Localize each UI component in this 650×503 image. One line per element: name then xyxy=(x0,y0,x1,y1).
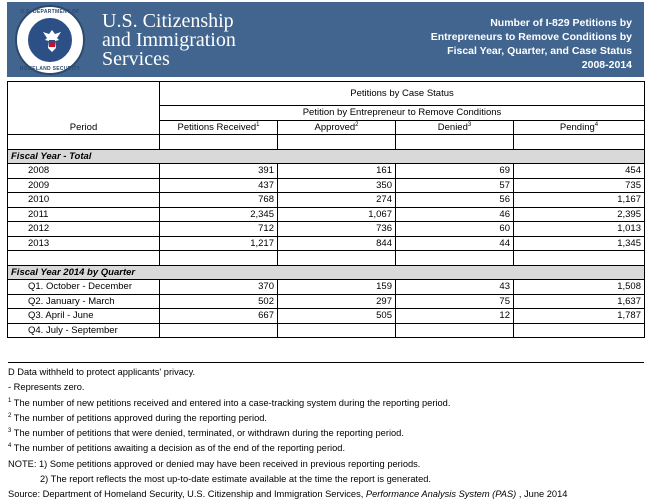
pending-cell: 1,787 xyxy=(514,309,645,324)
column-header-denied xyxy=(396,120,514,135)
period-header-spacer xyxy=(8,82,160,106)
report-header xyxy=(7,2,644,77)
period-header: Period xyxy=(8,120,160,135)
footnote-text: The number of petitions that were denied, terminated, or withdrawn during the reporting period. xyxy=(11,428,404,439)
table-row xyxy=(8,193,645,208)
pending-cell: 1,637 xyxy=(514,294,645,309)
received-cell xyxy=(160,323,278,338)
period-cell: 2011 xyxy=(8,207,160,222)
period-cell: 2012 xyxy=(8,222,160,237)
spacer-cell xyxy=(160,135,278,150)
denied-cell: 56 xyxy=(396,193,514,208)
header-row-columns xyxy=(8,120,645,135)
source-prefix: Source: Department of Homeland Security, U.S. Citizenship and Immigration Services, xyxy=(8,489,366,500)
received-cell: 768 xyxy=(160,193,278,208)
denied-cell: 43 xyxy=(396,280,514,295)
period-cell: Q4. July - September xyxy=(8,323,160,338)
report-title-line: Entrepreneurs to Remove Conditions by xyxy=(430,31,632,43)
received-cell: 370 xyxy=(160,280,278,295)
denied-cell: 44 xyxy=(396,236,514,251)
footnote-marker: 2 xyxy=(355,121,359,128)
spacer-cell xyxy=(8,135,160,150)
dhs-seal-icon xyxy=(15,5,85,75)
footnote-text: The number of new petitions received and entered into a case-tracking system during the reporting period. xyxy=(11,397,451,408)
received-cell: 502 xyxy=(160,294,278,309)
table-row xyxy=(8,222,645,237)
group-header: Petitions by Case Status xyxy=(160,82,645,106)
footnote-marker: 4 xyxy=(8,443,12,450)
seal-inner xyxy=(26,16,74,64)
footnote-4 xyxy=(8,441,644,456)
period-cell: 2010 xyxy=(8,193,160,208)
table-row xyxy=(8,280,645,295)
section-label: Fiscal Year - Total xyxy=(8,149,645,164)
table-row xyxy=(8,207,645,222)
pending-cell xyxy=(514,323,645,338)
column-header-approved xyxy=(278,120,396,135)
footnotes xyxy=(8,362,644,503)
subgroup-header: Petition by Entrepreneur to Remove Conditions xyxy=(160,106,645,121)
spacer-cell xyxy=(278,135,396,150)
denied-cell: 75 xyxy=(396,294,514,309)
denied-cell: 69 xyxy=(396,164,514,179)
table-row xyxy=(8,178,645,193)
section-row-quarter xyxy=(8,265,645,280)
pending-cell: 2,395 xyxy=(514,207,645,222)
report-title xyxy=(372,16,632,72)
approved-cell: 161 xyxy=(278,164,396,179)
period-cell: Q2. January - March xyxy=(8,294,160,309)
spacer-row xyxy=(8,135,645,150)
agency-line-2: and Immigration xyxy=(102,29,236,51)
note-2: 2) The report reflects the most up-to-date estimate available at the time the report is generated. xyxy=(40,474,432,485)
section-row-fiscal-year xyxy=(8,149,645,164)
agency-name xyxy=(102,12,236,69)
period-cell: 2009 xyxy=(8,178,160,193)
pending-cell: 1,013 xyxy=(514,222,645,237)
received-cell: 391 xyxy=(160,164,278,179)
spacer-cell xyxy=(8,251,160,266)
footnote-marker: 3 xyxy=(467,121,472,128)
seal-text-top: U.S. DEPARTMENT OF xyxy=(20,9,80,15)
approved-cell: 274 xyxy=(278,193,396,208)
spacer-cell xyxy=(396,251,514,266)
period-cell: 2008 xyxy=(8,164,160,179)
approved-cell: 736 xyxy=(278,222,396,237)
footnote-3 xyxy=(8,426,644,441)
header-row-group xyxy=(8,82,645,106)
period-cell: Q1. October - December xyxy=(8,280,160,295)
received-cell: 437 xyxy=(160,178,278,193)
footnote-marker: 3 xyxy=(8,428,12,435)
approved-cell xyxy=(278,323,396,338)
table-row xyxy=(8,294,645,309)
column-header-label: Petitions Received xyxy=(177,121,257,133)
seal-text-bottom: HOMELAND SECURITY xyxy=(19,66,81,72)
denied-cell: 12 xyxy=(396,309,514,324)
report-title-line: 2008-2014 xyxy=(581,59,632,71)
pending-cell: 1,167 xyxy=(514,193,645,208)
column-header-label: Approved xyxy=(314,121,356,133)
denied-cell xyxy=(396,323,514,338)
table-row xyxy=(8,309,645,324)
denied-cell: 46 xyxy=(396,207,514,222)
approved-cell: 350 xyxy=(278,178,396,193)
spacer-cell xyxy=(278,251,396,266)
footnote-text: The number of petitions awaiting a decision as of the end of the reporting period. xyxy=(11,443,346,454)
table-row xyxy=(8,164,645,179)
footnote-marker: 1 xyxy=(8,397,12,404)
source-date: , June 2014 xyxy=(516,489,568,500)
spacer-cell xyxy=(160,251,278,266)
approved-cell: 297 xyxy=(278,294,396,309)
agency-line-3: Services xyxy=(102,48,170,70)
note-zero: - Represents zero. xyxy=(8,382,85,393)
eagle-icon xyxy=(42,28,62,54)
header-row-subgroup xyxy=(8,106,645,121)
period-header-spacer xyxy=(8,106,160,121)
pending-cell: 1,508 xyxy=(514,280,645,295)
column-header-received xyxy=(160,120,278,135)
spacer-cell xyxy=(514,251,645,266)
column-header-pending xyxy=(514,120,645,135)
column-header-label: Pending xyxy=(559,121,595,133)
denied-cell: 60 xyxy=(396,222,514,237)
period-cell: Q3. April - June xyxy=(8,309,160,324)
footnote-2 xyxy=(8,411,644,426)
note-1: NOTE: 1) Some petitions approved or denied may have been received in previous reporting periods. xyxy=(8,458,421,469)
section-label: Fiscal Year 2014 by Quarter xyxy=(8,265,645,280)
denied-cell: 57 xyxy=(396,178,514,193)
agency-line-1: U.S. Citizenship xyxy=(102,10,234,32)
footnote-text: The number of petitions approved during the reporting period. xyxy=(11,412,267,423)
pending-cell: 454 xyxy=(514,164,645,179)
footnote-marker: 4 xyxy=(594,121,599,128)
received-cell: 667 xyxy=(160,309,278,324)
footnote-1 xyxy=(8,396,644,411)
approved-cell: 505 xyxy=(278,309,396,324)
source-system: Performance Analysis System (PAS) xyxy=(365,489,517,500)
table-row xyxy=(8,323,645,338)
received-cell: 712 xyxy=(160,222,278,237)
footnote-marker: 2 xyxy=(8,412,12,419)
note-withheld: D Data withheld to protect applicants' privacy. xyxy=(8,367,196,377)
spacer-row xyxy=(8,251,645,266)
petitions-table xyxy=(7,81,645,338)
spacer-cell xyxy=(514,135,645,150)
table-row xyxy=(8,236,645,251)
received-cell: 1,217 xyxy=(160,236,278,251)
pending-cell: 1,345 xyxy=(514,236,645,251)
approved-cell: 1,067 xyxy=(278,207,396,222)
received-cell: 2,345 xyxy=(160,207,278,222)
source-line xyxy=(8,487,644,502)
report-title-line: Number of I-829 Petitions by xyxy=(490,17,632,29)
approved-cell: 159 xyxy=(278,280,396,295)
footnote-marker: 1 xyxy=(256,121,260,128)
period-cell: 2013 xyxy=(8,236,160,251)
column-header-label: Denied xyxy=(437,121,468,133)
spacer-cell xyxy=(396,135,514,150)
pending-cell: 735 xyxy=(514,178,645,193)
report-title-line: Fiscal Year, Quarter, and Case Status xyxy=(447,45,632,57)
approved-cell: 844 xyxy=(278,236,396,251)
